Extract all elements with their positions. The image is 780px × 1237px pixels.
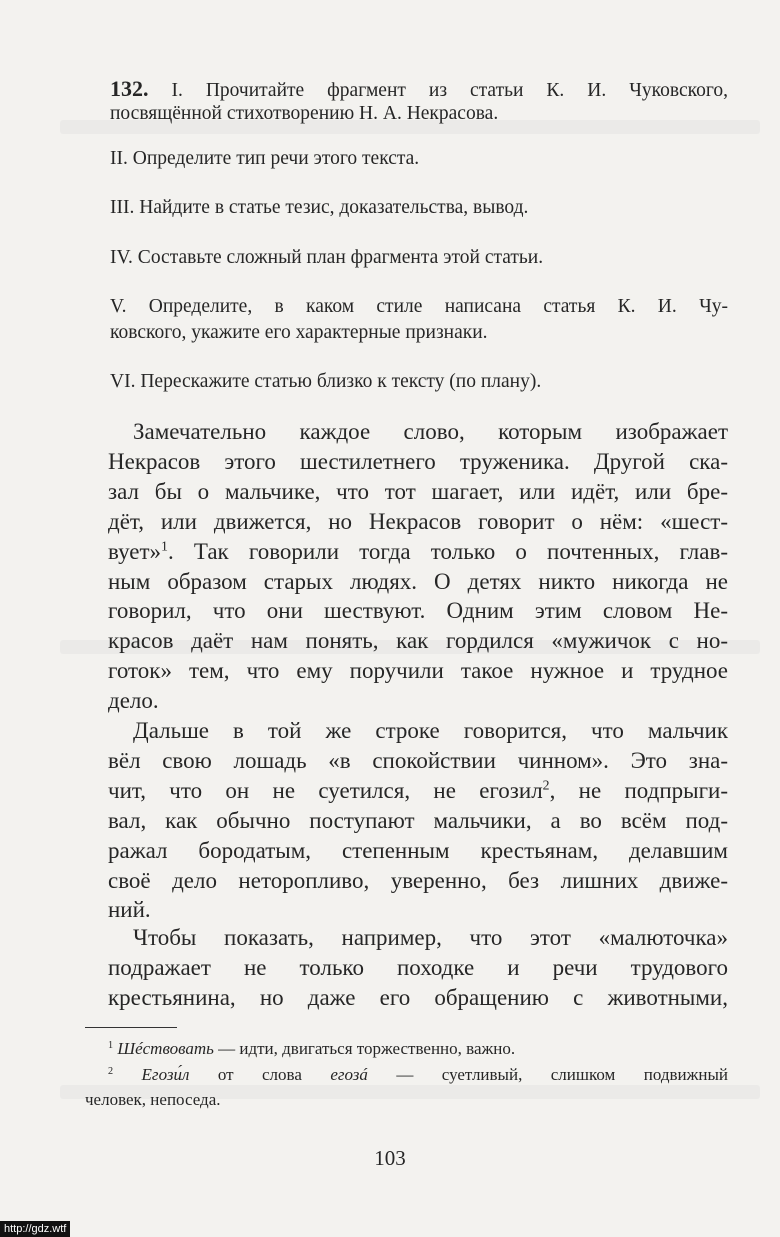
paragraph-line bbox=[108, 570, 728, 593]
footnote-marker: 1 bbox=[161, 538, 168, 554]
paragraph-line bbox=[108, 450, 728, 473]
task-line bbox=[110, 248, 728, 268]
text-segment: от слова bbox=[189, 1065, 331, 1084]
footnote-line bbox=[108, 1040, 728, 1057]
paragraph-line bbox=[108, 869, 728, 892]
text-segment: V. Определите, в каком стиле написана статья К. И. Чу- bbox=[110, 296, 728, 317]
paragraph-line bbox=[108, 629, 728, 652]
watermark[interactable]: http://gdz.wtf bbox=[0, 1221, 70, 1237]
text-segment bbox=[113, 1065, 141, 1084]
text-segment: Чтобы показать, например, что этот «малюточка» bbox=[133, 925, 728, 950]
footnote-marker: 1 bbox=[108, 1039, 114, 1051]
text-segment: Некрасов этого шестилетнего труженика. Другой ска- bbox=[108, 448, 728, 474]
text-segment: красов даёт нам понять, как гордился «мужичок с но- bbox=[108, 628, 728, 654]
text-segment: II. Определите тип речи этого текста. bbox=[110, 148, 420, 169]
paragraph-line bbox=[133, 926, 728, 949]
task-line bbox=[110, 323, 728, 343]
task-line bbox=[110, 297, 728, 317]
text-segment: , не подпрыги- bbox=[549, 777, 729, 803]
paragraph-line bbox=[108, 779, 728, 802]
text-segment: своё дело неторопливо, уверенно, без лишних движе- bbox=[108, 867, 728, 893]
italic-term: Егози́л bbox=[141, 1065, 190, 1084]
text-segment: дёт, или движется, но Некрасов говорит о нём: «шест- bbox=[108, 508, 728, 534]
task-line bbox=[110, 149, 728, 169]
paragraph-line bbox=[108, 809, 728, 832]
paragraph-line bbox=[108, 480, 728, 503]
page-number: 103 bbox=[374, 1146, 406, 1170]
footnote-marker: 2 bbox=[542, 777, 550, 793]
paragraph-line bbox=[108, 659, 728, 682]
text-segment: вёл свою лошадь «в спокойствии чинном». Это зна- bbox=[108, 747, 728, 773]
footnote-line bbox=[108, 1066, 728, 1083]
italic-term: Шéствовать bbox=[117, 1039, 214, 1058]
text-segment: говорил, что они шествуют. Одним этим словом Не- bbox=[108, 598, 728, 624]
task-line bbox=[110, 104, 728, 124]
paragraph-line bbox=[133, 420, 728, 443]
footnote-marker: 2 bbox=[108, 1065, 114, 1077]
task-line bbox=[110, 372, 728, 392]
text-segment: крестьянина, но даже его обращению с животными, bbox=[108, 984, 728, 1010]
footnote-divider bbox=[85, 1027, 177, 1028]
exercise-number: 132. bbox=[110, 76, 149, 101]
text-segment: . Так говорили тогда только о почтенных, глав- bbox=[167, 538, 728, 564]
text-segment: человек, непоседа. bbox=[85, 1090, 221, 1109]
task-line bbox=[110, 198, 728, 218]
text-segment: — идти, двигаться торжественно, важно. bbox=[213, 1039, 516, 1058]
text-segment: VI. Перескажите статью близко к тексту (по плану). bbox=[110, 371, 542, 392]
paragraph-line bbox=[108, 898, 728, 921]
text-segment: чит, что он не суетился, не егозил bbox=[108, 777, 543, 803]
text-segment: Замечательно каждое слово, которым изображает bbox=[133, 419, 728, 444]
text-segment: I. Прочитайте фрагмент из статьи К. И. Чуковского, bbox=[148, 80, 728, 101]
text-segment: IV. Составьте сложный план фрагмента этой статьи. bbox=[110, 247, 544, 268]
paragraph-line bbox=[108, 689, 728, 712]
paragraph-line bbox=[108, 986, 728, 1009]
text-segment: — суетливый, слишком подвижный bbox=[367, 1065, 728, 1084]
text-segment: III. Найдите в статье тезис, доказательства, вывод. bbox=[110, 197, 529, 218]
text-segment: подражает не только походке и речи трудового bbox=[108, 954, 728, 980]
paragraph-line bbox=[108, 839, 728, 862]
italic-term: егозá bbox=[330, 1065, 368, 1084]
text-segment: вал, как обычно поступают мальчики, а во всём под- bbox=[108, 807, 728, 833]
paragraph-line bbox=[108, 749, 728, 772]
text-segment: посвящённой стихотворению Н. А. Некрасова. bbox=[110, 103, 499, 124]
text-segment: готок» тем, что ему поручили такое нужное и трудное bbox=[108, 658, 728, 684]
text-segment: ний. bbox=[108, 897, 151, 923]
text-segment: ковского, укажите его характерные признаки. bbox=[110, 322, 488, 343]
footnote-line bbox=[85, 1091, 728, 1108]
text-segment: Дальше в той же строке говорится, что мальчик bbox=[133, 718, 728, 743]
text-segment: зал бы о мальчике, что тот шагает, или идёт, или бре- bbox=[108, 478, 728, 504]
paragraph-line bbox=[108, 540, 728, 563]
paragraph-line bbox=[133, 719, 728, 742]
paragraph-line bbox=[108, 510, 728, 533]
text-segment: вует» bbox=[108, 538, 162, 564]
task-line bbox=[110, 78, 728, 101]
paragraph-line bbox=[108, 956, 728, 979]
paragraph-line bbox=[108, 599, 728, 622]
text-segment: дело. bbox=[108, 688, 159, 714]
text-segment: ным образом старых людях. О детях никто никогда не bbox=[108, 568, 728, 594]
text-segment: ражал бородатым, степенным крестьянам, делавшим bbox=[108, 837, 728, 863]
